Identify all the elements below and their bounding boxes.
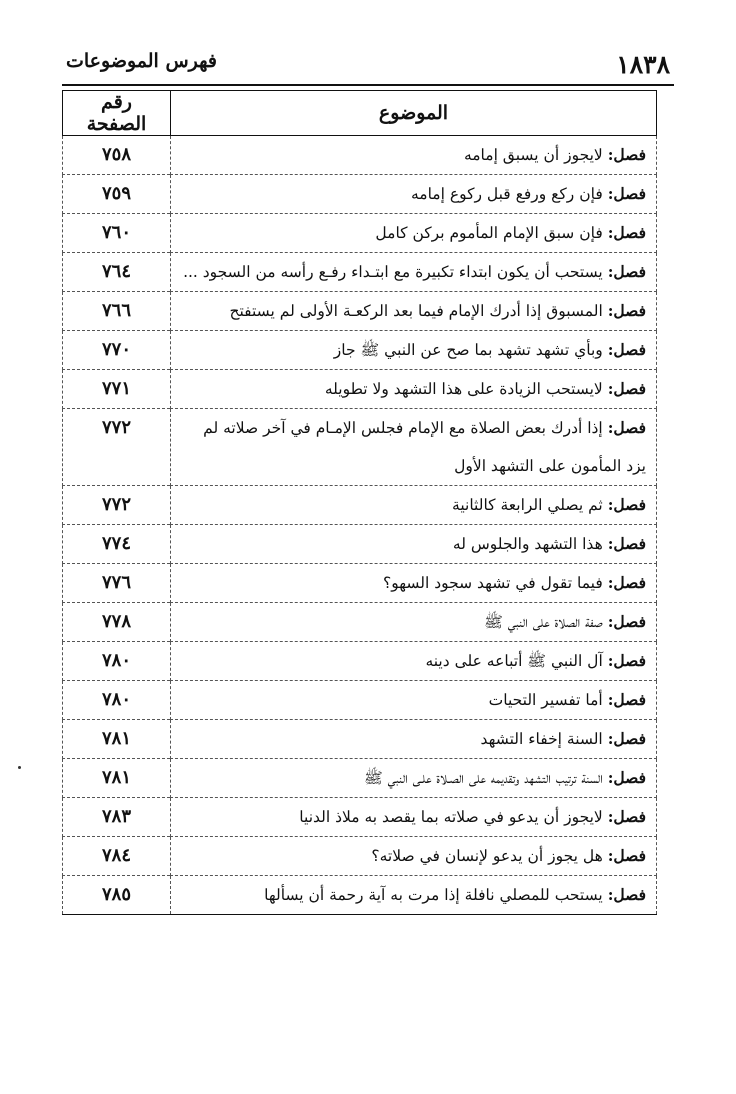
toc-table [62,90,657,915]
row-title: آل النبي ﷺ أتباعه على دينه [425,652,603,670]
table-row [63,876,657,915]
topic-cell [171,409,657,486]
row-label: فصل: [607,495,646,514]
row-label: فصل: [607,729,646,748]
table-row [63,642,657,681]
row-title: صفة الصلاة على النبي ﷺ [484,613,603,631]
topic-cell [171,292,657,331]
topic-cell [171,175,657,214]
row-label: فصل: [607,534,646,553]
page-ref: ٧٥٨ [63,136,171,175]
table-row [63,370,657,409]
topic-cell [171,837,657,876]
table-header-row [63,91,657,136]
page-ref: ٧٨٠ [63,681,171,720]
topic-cell [171,525,657,564]
row-label: فصل: [607,223,646,242]
row-label: فصل: [607,379,646,398]
running-header [62,44,674,86]
topic-cell [171,798,657,837]
topic-cell [171,603,657,642]
page-ref: ٧٦٠ [63,214,171,253]
page-ref: ٧٦٦ [63,292,171,331]
page-ref: ٧٨٣ [63,798,171,837]
topic-cell [171,720,657,759]
row-label: فصل: [607,301,646,320]
table-row [63,525,657,564]
row-label: فصل: [607,340,646,359]
column-header-page: رقم الصفحة [63,91,171,136]
row-label: فصل: [607,184,646,203]
row-title: فإن سبق الإمام المأموم بركن كامل [375,224,603,242]
page-ref: ٧٧٠ [63,331,171,370]
table-row [63,798,657,837]
topic-cell [171,136,657,175]
topic-cell [171,876,657,915]
topic-cell [171,370,657,409]
row-label: فصل: [607,612,646,631]
row-title: لايستحب الزيادة على هذا التشهد ولا تطويله [324,380,603,398]
page-ref: ٧٧٢ [63,486,171,525]
row-label: فصل: [607,768,646,787]
page-ref: ٧٨٠ [63,642,171,681]
row-title: فيما تقول في تشهد سجود السهو؟ [383,574,603,592]
table-row [63,253,657,292]
row-label: فصل: [607,807,646,826]
table-row [63,720,657,759]
row-label: فصل: [607,418,646,437]
row-label: فصل: [607,885,646,904]
row-label: فصل: [607,651,646,670]
topic-cell [171,214,657,253]
row-title: إذا أدرك بعض الصلاة مع الإمام فجلس الإمـام في آخر صلاته لم يزد المأمون على التشهد الأول [203,419,646,475]
page-ref: ٧٧٢ [63,409,171,486]
table-row [63,759,657,798]
table-row [63,603,657,642]
page-ref: ٧٨٥ [63,876,171,915]
row-title: لايجوز أن يسبق إمامه [463,146,603,164]
row-title: هل يجوز أن يدعو لإنسان في صلاته؟ [371,847,603,865]
topic-cell [171,642,657,681]
table-row [63,331,657,370]
table-row [63,409,657,486]
page-ref: ٧٨١ [63,720,171,759]
table-row [63,486,657,525]
row-title: السنة إخفاء التشهد [480,730,603,748]
row-title: ثم يصلي الرابعة كالثانية [452,496,603,514]
page-ref: ٧٦٤ [63,253,171,292]
row-title: السنة ترتيب التشهد وتقديمه على الصـلاة علـى النبي ﷺ [364,769,603,787]
row-title: المسبوق إذا أدرك الإمام فيما بعد الركعـة الأولى لم يستفتح [229,302,603,320]
row-label: فصل: [607,145,646,164]
page-ref: ٧٥٩ [63,175,171,214]
toc-body [63,136,657,915]
row-label: فصل: [607,262,646,281]
section-title: فهرس الموضوعات [66,50,217,72]
row-title: فإن ركع ورفع قبل ركوع إمامه [410,185,603,203]
topic-cell [171,759,657,798]
page-ref: ٧٧٦ [63,564,171,603]
topic-cell [171,331,657,370]
row-title: هذا التشهد والجلوس له [452,535,603,553]
row-label: فصل: [607,846,646,865]
row-title: أما تفسير التحيات [488,691,603,709]
column-header-topic: الموضوع [171,91,657,136]
topic-cell [171,486,657,525]
page-ref: ٧٨٤ [63,837,171,876]
row-title: يستحب أن يكون ابتداء تكبيرة مع ابتـداء رفـع رأسه من السجود ... [183,263,603,281]
table-row [63,837,657,876]
table-row [63,564,657,603]
table-row [63,681,657,720]
table-row [63,214,657,253]
row-title: وبأي تشهد تشهد بما صح عن النبي ﷺ جاز [333,341,603,359]
page-ref: ٧٧١ [63,370,171,409]
topic-cell [171,564,657,603]
table-row [63,175,657,214]
page-ref: ٧٨١ [63,759,171,798]
row-label: فصل: [607,573,646,592]
page-number: ١٨٣٨ [616,50,670,79]
row-label: فصل: [607,690,646,709]
row-title: لايجوز أن يدعو في صلاته بما يقصد به ملاذ الدنيا [299,808,603,826]
page-ref: ٧٧٤ [63,525,171,564]
page-ref: ٧٧٨ [63,603,171,642]
scan-speck [18,766,21,769]
row-title: يستحب للمصلي نافلة إذا مرت به آية رحمة أن يسألها [264,886,603,904]
topic-cell [171,681,657,720]
table-row [63,136,657,175]
table-row [63,292,657,331]
topic-cell [171,253,657,292]
